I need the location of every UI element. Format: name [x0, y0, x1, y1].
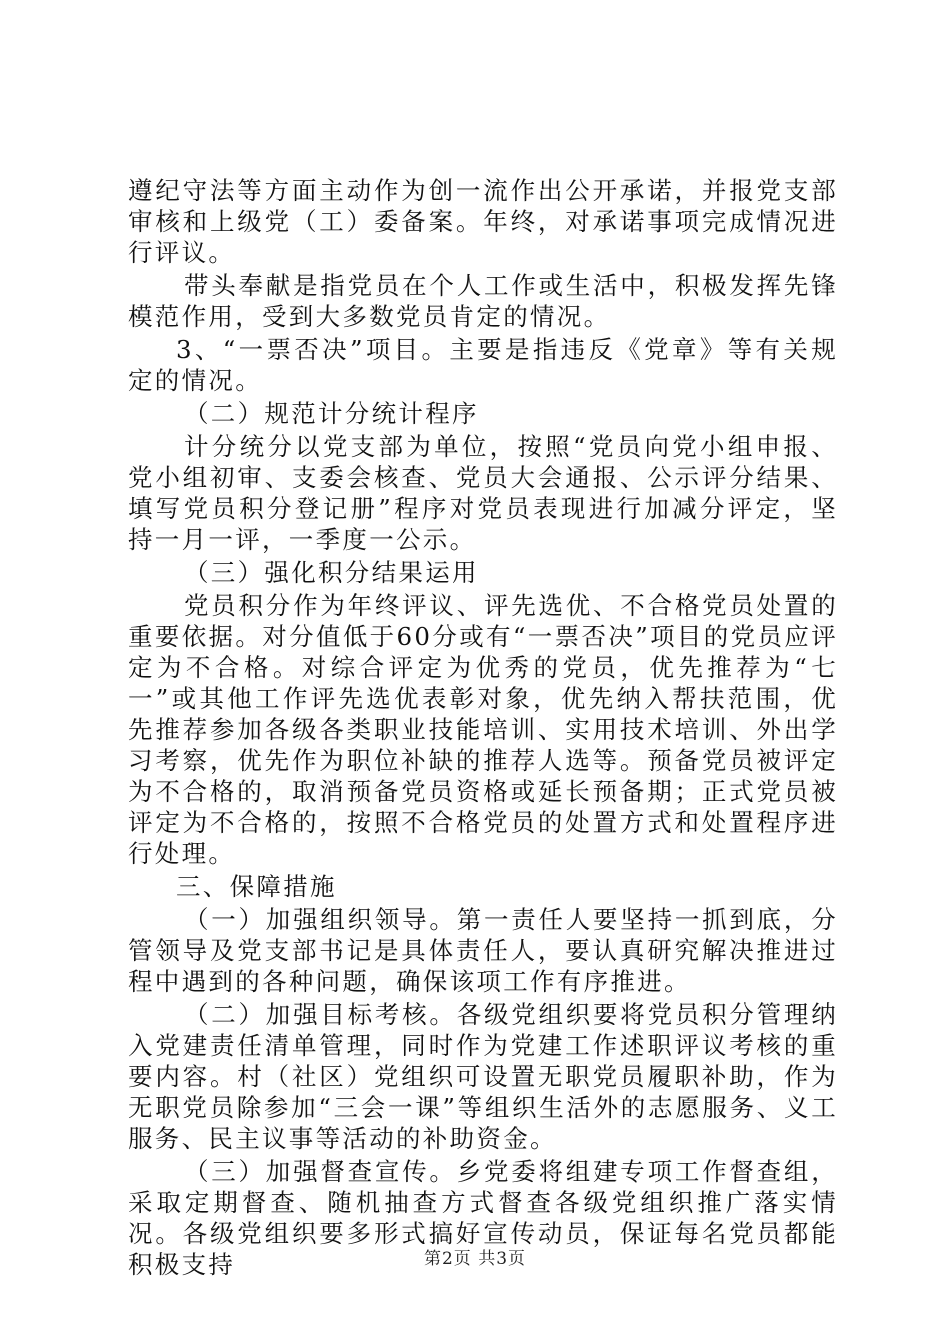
section-heading-safeguards: 三、保障措施	[176, 872, 337, 901]
paragraph-target-assessment: （二）加强目标考核。各级党组织要将党员积分管理纳入党建责任清单管理，同时作为党建工作述职评议考核的重要内容。村（社区）党组织可设置无职党员履职补助，作为无职党员除参加“三会一课”等组织生活外的志愿服务、义工服务、民主议事等活动的补助资金。	[128, 1000, 838, 1153]
document-body	[128, 175, 838, 1282]
section-heading-scoring-procedure: （二）规范计分统计程序	[184, 399, 479, 428]
section-heading-result-application: （三）强化积分结果运用	[184, 558, 479, 587]
paragraph-one-vote-veto: 3、“一票否决”项目。主要是指违反《党章》等有关规定的情况。	[128, 335, 838, 395]
page-number-footer: 第2页 共3页	[423, 1249, 527, 1269]
paragraph-supervision-publicity: （三）加强督查宣传。乡党委将组建专项工作督查组，采取定期督查、随机抽查方式督查各级党组织推广落实情况。各级党组织要多形式搞好宣传动员，保证每名党员都能积极支持	[128, 1157, 838, 1279]
paragraph-commitment-continued: 遵纪守法等方面主动作为创一流作出公开承诺，并报党支部审核和上级党（工）委备案。年终，对承诺事项完成情况进行评议。	[128, 176, 838, 267]
paragraph-scoring-procedure: 计分统分以党支部为单位，按照“党员向党小组申报、党小组初审、支委会核查、党员大会通报、公示评分结果、填写党员积分登记册”程序对党员表现进行加减分评定，坚持一月一评，一季度一公示。	[128, 432, 838, 554]
paragraph-lead-by-example: 带头奉献是指党员在个人工作或生活中，积极发挥先锋模范作用，受到大多数党员肯定的情况。	[128, 271, 838, 331]
paragraph-result-application: 党员积分作为年终评议、评先选优、不合格党员处置的重要依据。对分值低于60分或有“一票否决”项目的党员应评定为不合格。对综合评定为优秀的党员，优先推荐为“七一”或其他工作评先选优表彰对象，优先纳入帮扶范围，优先推荐参加各级各类职业技能培训、实用技术培训、外出学习考察，优先作为职位补缺的推荐人选等。预备党员被评定为不合格的，取消预备党员资格或延长预备期；正式党员被评定为不合格的，按照不合格党员的处置方式和处置程序进行处理。	[128, 591, 838, 868]
paragraph-organizational-leadership: （一）加强组织领导。第一责任人要坚持一抓到底，分管领导及党支部书记是具体责任人，要认真研究解决推进过程中遇到的各种问题，确保该项工作有序推进。	[128, 905, 838, 996]
